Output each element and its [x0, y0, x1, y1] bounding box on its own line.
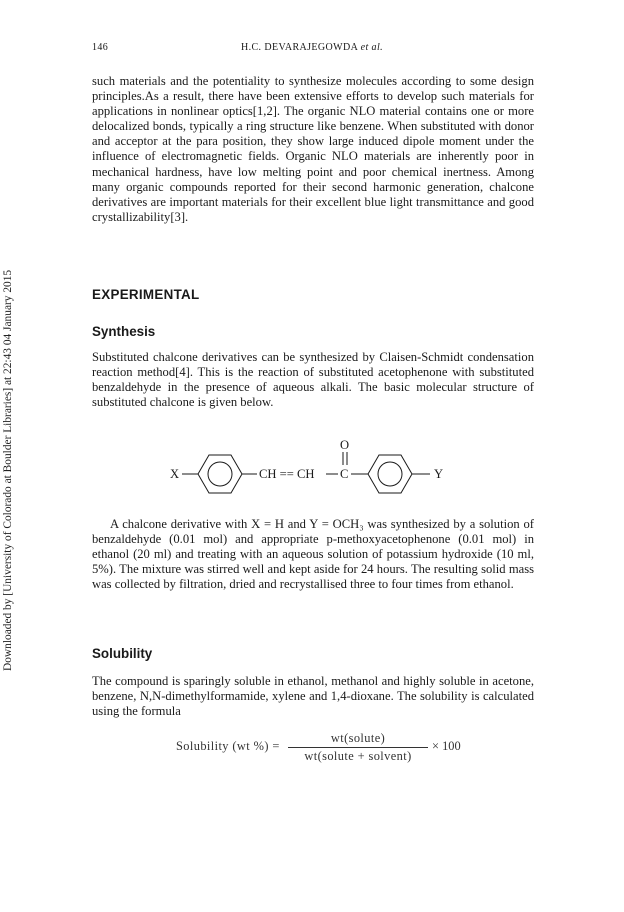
synthesis-paragraph: Substituted chalcone derivatives can be synthesized by Claisen-Schmidt condensation reaction method[4]. This is the reaction of substituted acetophenone with substituted benzaldehyde in the presence of aqueous alkali. The basic molecular structure of substituted chalcone is given below. [92, 350, 534, 410]
structure-carbonyl-carbon: C [340, 467, 349, 481]
intro-paragraph: such materials and the potentiality to synthesize molecules according to some design principles.As a result, there have been extensive efforts to develop such materials for applications in nonlinear optics[1,2]. The organic NLO material contains one or more delocalized bonds, typically a ring structure like benzene. When substituted with donor and acceptor at the para position, they show large induced dipole moment under the influence of electromagnetic fields. Organic NLO materials are inherently poor in mechanical hardness, have low melting point and poor chemical inertness. Among many organic compounds reported for their second harmonic generation, chalcone derivatives are important materials for their excellent blue light transmittance and good crystallizability[3]. [92, 74, 534, 224]
structure-y-label: Y [434, 467, 444, 481]
authors-suffix: et al. [360, 42, 384, 53]
synthesis-detail-paragraph: A chalcone derivative with X = H and Y = OCH₃ was synthesized by a solution of benzaldehyde (0.01 mol) and appropriate p-methoxyacetophenone (0.01 mol) in ethanol (20 ml) and treating with an aqueous solution of potassium hydroxide (10 ml, 5%). The mixture was stirred well and kept aside for 24 hours. The resulting solid mass was collected by filtration, dried and recrystallised three to four times from ethanol. [92, 517, 534, 592]
authors-text: H.C. DEVARAJEGOWDA [240, 42, 358, 53]
right-ring-aromatic-circle [378, 462, 402, 486]
left-ring-aromatic-circle [208, 462, 232, 486]
running-head-authors [92, 42, 532, 53]
structure-chain-label: CH == CH [259, 467, 315, 481]
formula-rhs: × 100 [432, 739, 461, 753]
section-heading-experimental: EXPERIMENTAL [92, 287, 200, 302]
formula-fraction [288, 731, 428, 764]
right-benzene-ring [368, 455, 412, 493]
fraction-bar [288, 747, 428, 748]
left-benzene-ring [198, 455, 242, 493]
structure-x-label: X [170, 467, 180, 481]
running-head [92, 42, 532, 58]
page-number: 146 [92, 42, 109, 53]
solubility-formula [170, 731, 470, 765]
formula-lhs: Solubility (wt %) = [176, 739, 280, 753]
chalcone-structure-diagram [140, 436, 500, 504]
structure-carbonyl-oxygen: O [340, 438, 350, 452]
subsection-heading-solubility: Solubility [92, 646, 153, 661]
formula-numerator: wt(solute) [330, 731, 386, 745]
formula-denominator: wt(solute + solvent) [304, 749, 412, 763]
solubility-paragraph: The compound is sparingly soluble in ethanol, methanol and highly soluble in acetone, benzene, N,N-dimethylformamide, xylene and 1,4-dioxane. The solubility is calculated using the formula [92, 674, 534, 719]
subsection-heading-synthesis: Synthesis [92, 324, 156, 339]
download-watermark: Downloaded by [University of Colorado at Boulder Libraries] at 22:43 04 January 2015 [2, 269, 14, 671]
